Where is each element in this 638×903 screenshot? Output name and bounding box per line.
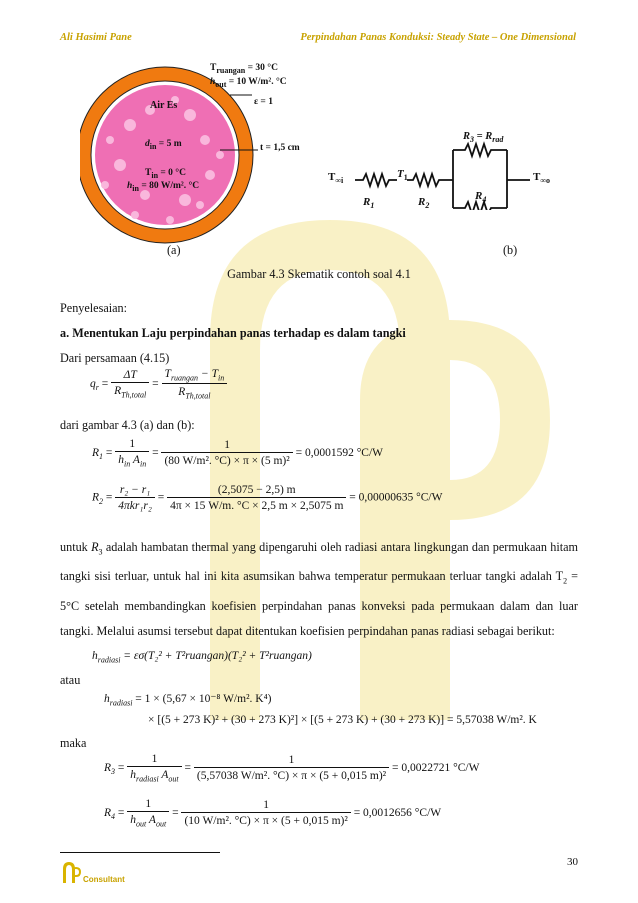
footer-rule: [60, 852, 220, 853]
label-thickness: t = 1,5 cm: [260, 143, 300, 153]
label-d-in: $d_{in} = 5$ m: [145, 139, 182, 151]
paragraph-r3-assumption: untuk $R_3$ adalah hambatan thermal yang dipengaruhi oleh radiasi antara lingkungan dan permukaan hitam tangki sisi terluar, untuk hal ini kita asumsikan bahwa temperatur permukaan terluar tangki adalah $T_2 = 5^\circ C$ setelah membandingkan koefisien perpindahan panas konveksi pada permukaan dalam dan luar tangki. Melalui asumsi tersebut dapat ditentukan koefisien perpindahan panas radiasi sebagai berikut:: [60, 540, 579, 638]
dari-gambar-text: dari gambar 4.3 (a) dan (b):: [60, 418, 195, 432]
equation-hrad-calc-line2: × [(5 + 273 K)² + (30 + 273 K)²] × [(5 + 273 K) + (30 + 273 K)] = 5,57038 W/m². K: [148, 714, 537, 726]
watermark-logo: [130, 200, 600, 760]
resistance-network: [325, 120, 570, 210]
label-t1: $T_1$: [397, 168, 408, 183]
equation-hrad: $h_{radiasi} = \varepsilon\sigma(T_2^2$ + T²ruangan)(T₂² + T²ruangan): [92, 650, 312, 665]
section-a-heading: a. Menentukan Laju perpindahan panas terhadap es dalam tangki: [60, 326, 406, 340]
consultant-logo-text: Consultant: [83, 875, 125, 884]
label-t-inf-o: $T_{\infty o}$: [533, 171, 551, 186]
figure-label-a: (a): [167, 243, 181, 257]
penyelesaian-heading: Penyelesaian:: [60, 301, 128, 315]
figure-caption: Gambar 4.3 Skematik contoh soal 4.1: [227, 267, 411, 281]
equation-r1: $R_1$ = $\frac{1}{h_{in} A_{in}}$ = $\frac{1}{\text{(80 W/m². °C) × π × (5 m)²}}$ = 0,0001592 °C/W: [92, 438, 384, 469]
consultant-logo-icon: [60, 860, 82, 884]
label-t-ruangan: $T_{ruangan} = 30$ °C: [210, 63, 278, 75]
label-r2: $R_2$: [418, 196, 430, 211]
label-epsilon: ε = 1: [254, 97, 273, 107]
equation-r4: $R_4$ = $\frac{1}{h_{out} A_{out}}$ = $\frac{1}{\text{(10 W/m². °C) × π × (5 + 0,015 m)²}}$ = 0,0012656 °C/W: [104, 798, 442, 829]
equation-hrad-calc: $h_{radiasi} = 1 \times (5,67 \times 10^{-8}$ W/m². K⁴): [104, 693, 272, 708]
label-r4: $R_4$: [475, 190, 487, 205]
label-r3: $R_3 = R_{rad}$: [463, 131, 504, 145]
label-air-es: Air Es: [150, 100, 178, 111]
equation-qr: $q_r$ = $\frac{\Delta T}{R_{Th,total}}$ = $\frac{T_{ruangan} - T_{in}}{R_{Th,total}}$: [90, 368, 227, 401]
dari-persamaan-text: Dari persamaan (4.15): [60, 351, 170, 365]
figure-label-b: (b): [503, 243, 518, 257]
equation-r2: $R_2$ = $\frac{\text{r₂ − r₁}}{\text{4πkr₁r₂}}$ = $\frac{(2,5075 - 2,5) m}{4\pi \times 15 W/m. ^\circ C \times 2,5 m \times 2,5075 m}$ = 0,00000635 °C/W: [92, 484, 443, 512]
header-title: Perpindahan Panas Konduksi: Steady State – One Dimensional: [300, 32, 576, 43]
page-number: 30: [567, 856, 578, 868]
label-t-in: $T_{in} = 0$ °C: [145, 168, 186, 180]
atau-text: atau: [60, 673, 81, 687]
label-t-inf-i: $T_{\infty i}$: [328, 171, 344, 186]
label-r1: $R_1$: [363, 196, 375, 211]
label-h-in: $h_{in} = 80$ W/m². °C: [127, 181, 200, 193]
label-h-out: $h_{out} = 10$ W/m². °C: [210, 77, 287, 89]
equation-r3: $R_3$ = $\frac{1}{h_{radiasi} A_{out}}$ = $\frac{1}{\text{(5,57038 W/m². °C) × π × (5 + 0,015 m)²}}$ = 0,0022721 °C/W: [104, 753, 480, 784]
maka-text: maka: [60, 736, 87, 750]
header-author: Ali Hasimi Pane: [60, 32, 132, 43]
